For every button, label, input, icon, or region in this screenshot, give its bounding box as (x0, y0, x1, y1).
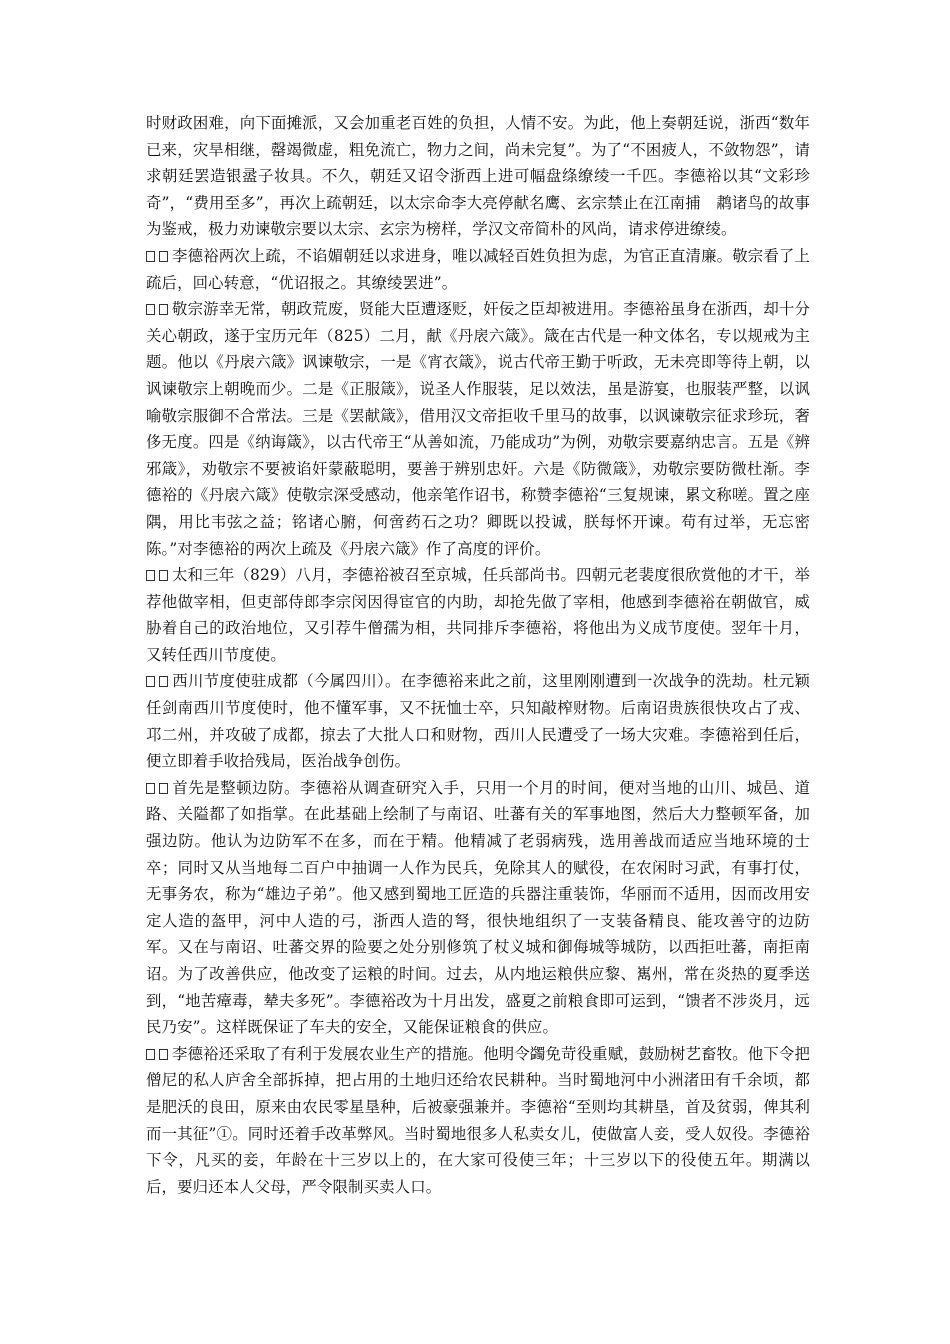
indent-box-icon (146, 1049, 155, 1060)
indent-box-icon (159, 304, 168, 315)
paragraph (146, 110, 810, 243)
paragraph (146, 243, 810, 296)
paragraph-text: 敬宗游幸无常，朝政荒废，贤能大臣遭逐贬，奸佞之臣却被进用。李德裕虽身在浙西，却十分关心朝政，遂于宝历元年（825）二月，献《丹扆六箴》。箴在古代是一种文体名，专以规戒为主题。他以《丹扆六箴》讽谏敬宗，一是《宵衣箴》，说古代帝王勤于听政，无未亮即等待上朝，以讽谏敬宗上朝晚而少。二是《正服箴》，说圣人作服装，足以效法，虽是游宴，也服装严整，以讽喻敬宗服御不合常法。三是《罢献箴》，借用汉文帝拒收千里马的故事，以讽谏敬宗征求珍玩，奢侈无度。四是《纳诲箴》，以古代帝王“从善如流，乃能成功”为例，劝敬宗要嘉纳忠言。五是《辨邪箴》，劝敬宗不要被谄奸蒙蔽聪明，要善于辨别忠奸。六是《防微箴》，劝敬宗要防微杜渐。李德裕的《丹扆六箴》使敬宗深受感动，他亲笔作诏书，称赞李德裕“三复规谏，累文称嗟。置之座隅，用比韦弦之益；铭诸心腑，何啻药石之功？卿既以投诚，朕每怀开谏。苟有过举，无忘密陈。”对李德裕的两次上疏及《丹扆六箴》作了高度的评价。 (146, 300, 810, 558)
indent-box-icon (159, 676, 168, 687)
paragraph-text: 西川节度使驻成都（今属四川）。在李德裕来此之前，这里刚刚遭到一次战争的洗劫。杜元颖任剑南西川节度使时，他不懂军事，又不抚恤士卒，只知敲榨财物。后南诏贵族很快攻占了戎、邛二州，并攻破了成都，掠去了大批人口和财物，西川人民遭受了一场大灾难。李德裕到任后，便立即着手收拾残局，医治战争创伤。 (146, 672, 810, 771)
indent-box-icon (146, 251, 155, 262)
indent-box-icon (146, 783, 155, 794)
paragraph (146, 775, 810, 1041)
indent-box-icon (159, 1049, 168, 1060)
indent-box-icon (159, 570, 168, 581)
body-text (146, 110, 810, 1200)
paragraph-text: 时财政困难，向下面摊派，又会加重老百姓的负担，人情不安。为此，他上奏朝廷说，浙西“数年已来，灾旱相继，罄竭微虚，粗免流亡，物力之间，尚未完复”。为了“不困疲人，不敛物怨”，请求朝廷罢造银盝子妆具。不久，朝廷又诏令浙西上进可幅盘绦缭绫一千匹。李德裕以其“文彩珍奇”，“费用至多”，再次上疏朝廷，以太宗命李大亮停献名鹰、玄宗禁止在江南捕 鹔诸鸟的故事为鉴戒，极力劝谏敬宗要以太宗、玄宗为榜样，学汉文帝简朴的风尚，请求停进缭绫。 (146, 114, 810, 239)
paragraph (146, 1041, 810, 1201)
paragraph (146, 296, 810, 562)
paragraph-text: 李德裕还采取了有利于发展农业生产的措施。他明令蠲免苛役重赋，鼓励树艺畜牧。他下令把僧尼的私人庐舍全部拆掉，把占用的土地归还给农民耕种。当时蜀地河中小洲渚田有千余顷，都是肥沃的良田，原来由农民零星垦种，后被豪强兼并。李德裕“至则均其耕垦，首及贫弱，俾其利而一其征”①。同时还着手改革弊风。当时蜀地很多人私卖女儿，使做富人妾，受人奴役。李德裕下令，凡买的妾，年龄在十三岁以上的，在大家可役使三年；十三岁以下的役使五年。期满以后，要归还本人父母，严令限制买卖人口。 (146, 1044, 810, 1196)
indent-box-icon (146, 570, 155, 581)
paragraph (146, 562, 810, 668)
paragraph-text: 首先是整顿边防。李德裕从调查研究入手，只用一个月的时间，便对当地的山川、城邑、道路、关隘都了如指掌。在此基础上绘制了与南诏、吐蕃有关的军事地图，然后大力整顿军备，加强边防。他认为边防军不在多，而在于精。他精减了老弱病残，选用善战而适应当地环境的士卒；同时又从当地每二百户中抽调一人作为民兵，免除其人的赋役，在农闲时习武，有事打仗，无事务农，称为“雄边子弟”。他又感到蜀地工匠造的兵器注重装饰，华丽而不适用，因而改用安定人造的盔甲，河中人造的弓，浙西人造的弩，很快地组织了一支装备精良、能攻善守的边防军。又在与南诏、吐蕃交界的险要之处分别修筑了杖义城和御侮城等城防，以西拒吐蕃，南拒南诏。为了改善供应，他改变了运粮的时间。过去，从内地运粮供应黎、嶲州，常在炎热的夏季送到，“地苦瘴毒，辇夫多死”。李德裕改为十月出发，盛夏之前粮食即可运到，“馈者不涉炎月，远民乃安”。这样既保证了车夫的安全，又能保证粮食的供应。 (146, 778, 810, 1037)
indent-box-icon (146, 304, 155, 315)
paragraph (146, 668, 810, 774)
indent-box-icon (159, 251, 168, 262)
paragraph-text: 李德裕两次上疏，不谄媚朝廷以求进身，唯以减轻百姓负担为虑，为官正直清廉。敬宗看了上疏后，回心转意，“优诏报之。其缭绫罢进”。 (146, 246, 810, 292)
indent-box-icon (146, 676, 155, 687)
indent-box-icon (159, 783, 168, 794)
paragraph-text: 太和三年（829）八月，李德裕被召至京城，任兵部尚书。四朝元老裴度很欣赏他的才干，举荐他做宰相，但吏部侍郎李宗闵因得宦官的内助，却抢先做了宰相，他感到李德裕在朝做官，威胁着自己的政治地位，又引荐牛僧孺为相，共同排斥李德裕，将他出为义成节度使。翌年十月，又转任西川节度使。 (146, 566, 810, 664)
